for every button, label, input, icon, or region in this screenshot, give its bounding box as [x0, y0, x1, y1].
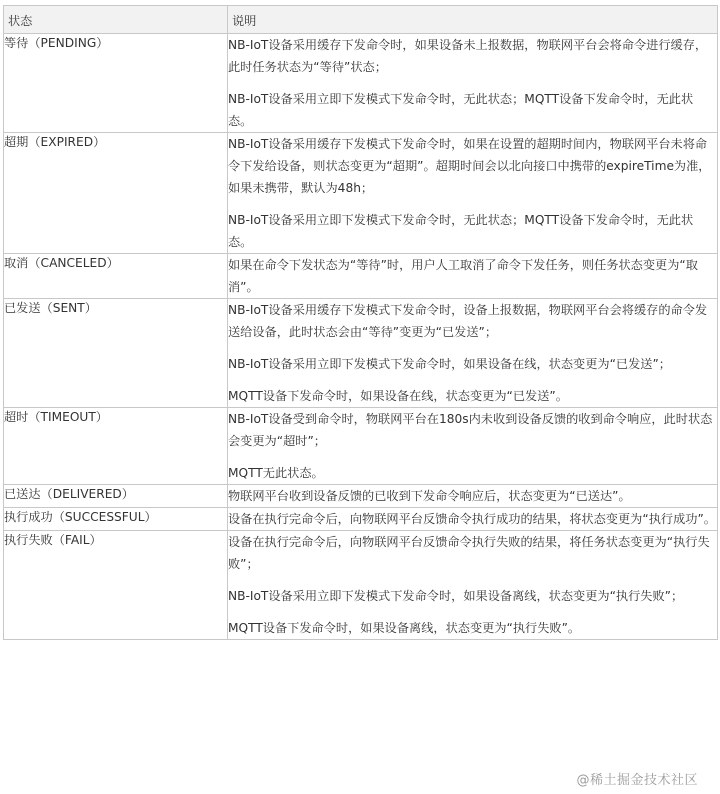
description-paragraph: 设备在执行完命令后，向物联网平台反馈命令执行失败的结果，将任务状态变更为“执行失败”； — [228, 535, 710, 571]
description-cell — [228, 531, 718, 640]
table-row — [4, 254, 718, 299]
description-paragraph: MQTT设备下发命令时，如果设备离线，状态变更为“执行失败”。 — [228, 621, 581, 635]
description-paragraph: 设备在执行完命令后，向物联网平台反馈命令执行成功的结果，将状态变更为“执行成功”。 — [228, 512, 716, 526]
status-table — [3, 5, 718, 640]
description-paragraph: NB-IoT设备采用缓存下发模式下发命令时，如果在设置的超期时间内，物联网平台未将命令下发给设备，则状态变更为“超期”。超期时间会以北向接口中携带的expireTime为准，如果未携带，默认为48h； — [228, 137, 711, 195]
description-paragraph: NB-IoT设备受到命令时，物联网平台在180s内未收到设备反馈的收到命令响应，此时状态会变更为“超时”； — [228, 412, 713, 448]
table-row — [4, 531, 718, 640]
description-cell — [228, 485, 718, 508]
table-row — [4, 508, 718, 531]
description-cell — [228, 408, 718, 485]
description-paragraph: NB-IoT设备采用立即下发模式下发命令时，无此状态；MQTT设备下发命令时，无此状态。 — [228, 92, 694, 128]
description-cell — [228, 299, 718, 408]
description-cell — [228, 508, 718, 531]
state-cell: 执行成功（SUCCESSFUL） — [4, 508, 228, 531]
description-paragraph: NB-IoT设备采用立即下发模式下发命令时，无此状态；MQTT设备下发命令时，无此状态。 — [228, 213, 694, 249]
table-header-row — [4, 6, 718, 34]
state-cell: 等待（PENDING） — [4, 34, 228, 133]
header-description: 说明 — [228, 6, 718, 34]
description-paragraph: MQTT无此状态。 — [228, 466, 324, 480]
description-paragraph: 物联网平台收到设备反馈的已收到下发命令响应后，状态变更为“已送达”。 — [228, 489, 631, 503]
description-cell — [228, 254, 718, 299]
state-cell: 超期（EXPIRED） — [4, 133, 228, 254]
description-cell — [228, 34, 718, 133]
state-cell: 执行失败（FAIL） — [4, 531, 228, 640]
state-cell: 取消（CANCELED） — [4, 254, 228, 299]
description-paragraph: NB-IoT设备采用缓存下发命令时，如果设备未上报数据，物联网平台会将命令进行缓存，此时任务状态为“等待”状态； — [228, 38, 708, 74]
description-paragraph: NB-IoT设备采用立即下发模式下发命令时，如果设备离线，状态变更为“执行失败”； — [228, 589, 684, 603]
description-paragraph: MQTT设备下发命令时，如果设备在线，状态变更为“已发送”。 — [228, 389, 568, 403]
table-row — [4, 299, 718, 408]
description-cell — [228, 133, 718, 254]
table-row — [4, 485, 718, 508]
table-row — [4, 34, 718, 133]
description-paragraph: NB-IoT设备采用立即下发模式下发命令时，如果设备在线，状态变更为“已发送”； — [228, 357, 671, 371]
description-paragraph: NB-IoT设备采用缓存下发模式下发命令时，设备上报数据，物联网平台会将缓存的命令发送给设备，此时状态会由“等待”变更为“已发送”； — [228, 303, 708, 339]
state-cell: 超时（TIMEOUT） — [4, 408, 228, 485]
header-state: 状态 — [4, 6, 228, 34]
state-cell: 已送达（DELIVERED） — [4, 485, 228, 508]
state-cell: 已发送（SENT） — [4, 299, 228, 408]
table-row — [4, 408, 718, 485]
description-paragraph: 如果在命令下发状态为“等待”时，用户人工取消了命令下发任务，则任务状态变更为“取消”。 — [228, 258, 698, 294]
table-row — [4, 133, 718, 254]
watermark: @稀土掘金技术社区 — [576, 773, 698, 788]
